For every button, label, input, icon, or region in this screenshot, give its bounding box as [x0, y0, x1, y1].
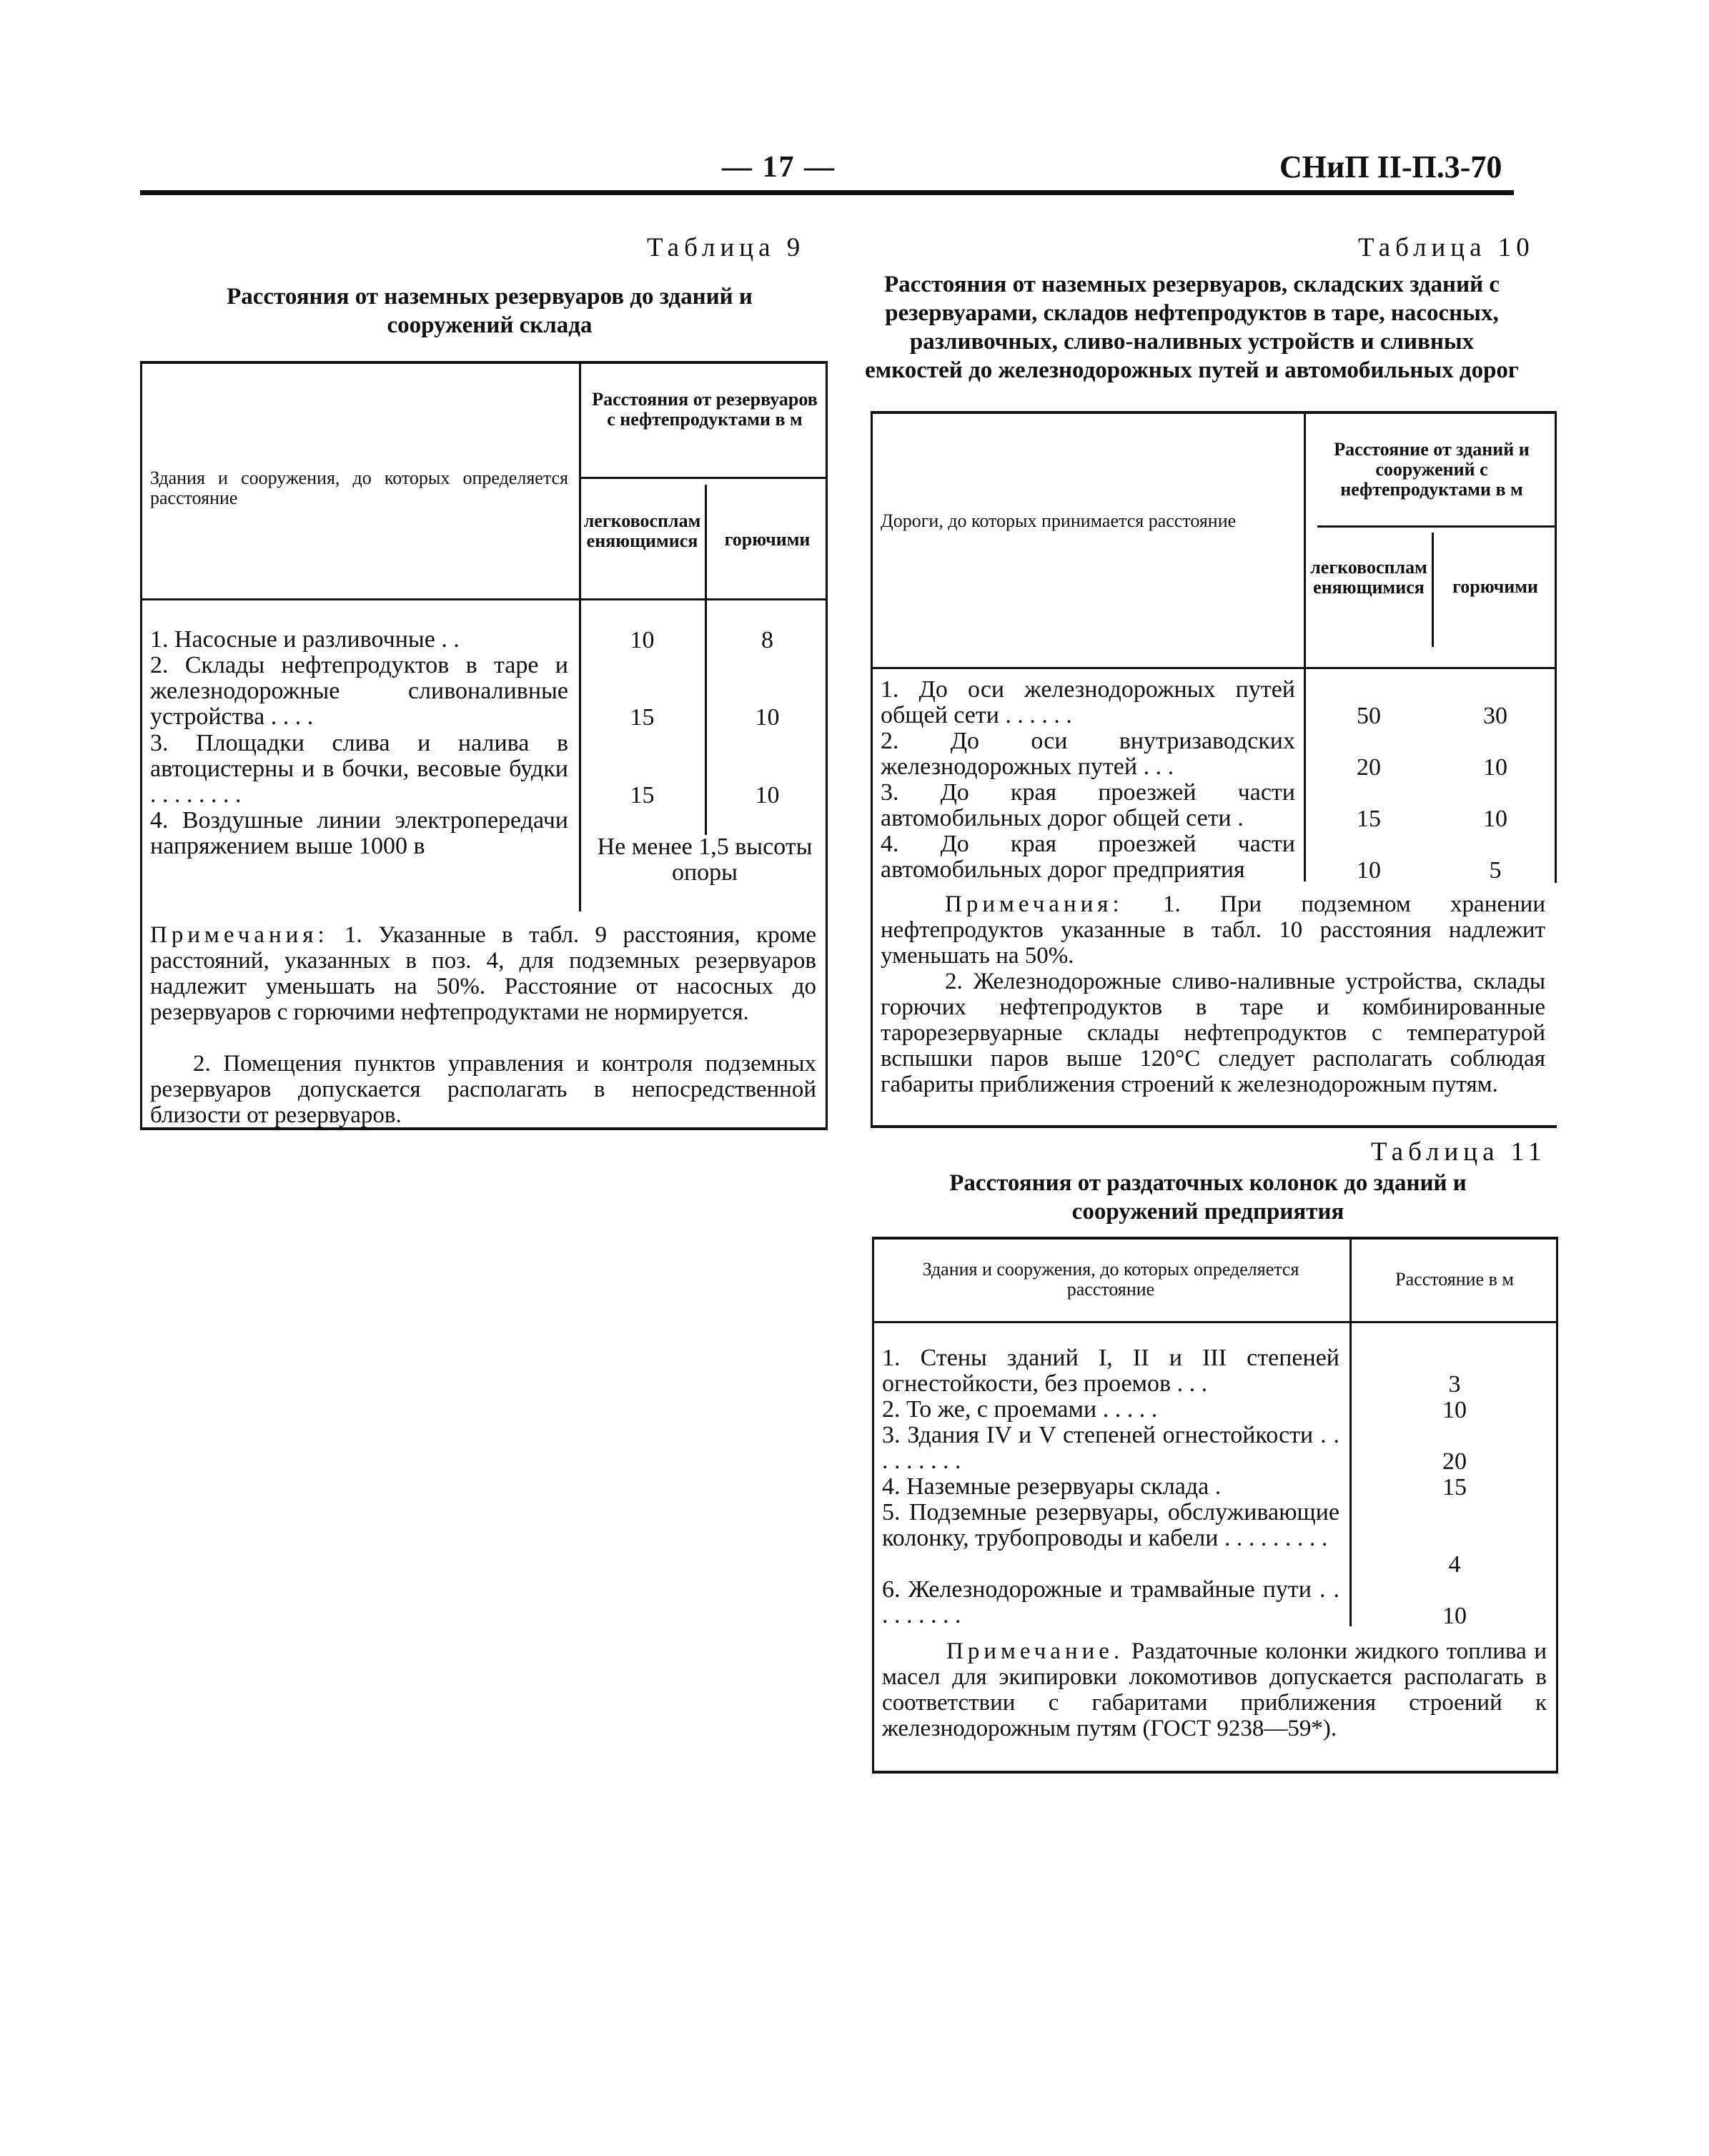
table11-note: Раздаточные колонки жидкого топлива и масел для экипировки локомотивов допускается располагать в соответствии с габаритами приближения строений к железнодорожным путям (ГОСТ 9238—59*). [882, 1638, 1547, 1741]
table9-row-1-b: 8 [761, 627, 773, 653]
table9-title: Расстояния от наземных резервуаров до зданий и сооружений склада [227, 284, 753, 338]
table10-title: Расстояния от наземных резервуаров, складских зданий с резервуарами, складов нефтепродуктов в таре, насосных, разливочных, сливо-наливных устройств и сливных емкостей до железнодорожных путей и автомобильных дорог [865, 272, 1519, 383]
table10-row-3-a: 15 [1357, 806, 1381, 832]
table10-note-head: Примечания: [945, 891, 1124, 917]
table9-head-rule [140, 598, 828, 600]
table9-notes [150, 922, 816, 1025]
table9-note-2: 2. Помещения пунктов управления и контроля подземных резервуаров допускается располагать в непосредственной близости от резервуаров. [150, 1051, 816, 1128]
table11-row-1-value: 3 [1448, 1371, 1461, 1398]
table11-row-1: 1. Стены зданий I, II и III степеней огнестойкости, без проемов . . . [882, 1345, 1339, 1397]
table10-note-1: 1. При подземном хранении нефтепродуктов указанные в табл. 10 расстояния надлежит уменьшать на 50%. [881, 891, 1545, 969]
table9-col-b: горючими [724, 529, 811, 550]
table10-row-1-a: 50 [1357, 703, 1381, 729]
table9-col-a: легковоспламеняющимися [583, 510, 701, 551]
table11 [872, 1237, 1558, 1773]
table11-row-4-value: 15 [1442, 1474, 1467, 1500]
table9-top-rule [140, 361, 828, 364]
table10-col-a: легковоспламеняющимися [1310, 557, 1427, 598]
table10-col-divider [1304, 411, 1306, 881]
table11-label: Таблица 11 [1371, 1137, 1547, 1167]
table10-top-rule [871, 411, 1557, 414]
table11-row-6: 6. Железнодорожные и трамвайные пути . . . . . . . . . [882, 1576, 1339, 1628]
table10-left-rule [871, 411, 873, 1127]
table10-row-1: 1. До оси железнодорожных путей общей сети . . . . . . [881, 676, 1295, 728]
table10-col-group: Расстояние от зданий и сооружений с нефтепродуктами в м [1334, 439, 1530, 500]
table9-row-1-a: 10 [630, 627, 655, 653]
table10-head-rule [871, 667, 1557, 669]
table11-top-rule [872, 1237, 1558, 1240]
table10-subcol-divider [1432, 533, 1434, 647]
table9-row-3: 3. Площадки слива и налива в автоцистерны и в бочки, весовые будки . . . . . . . . [150, 730, 568, 808]
table11-bottom-rule [872, 1771, 1558, 1774]
table9-row-3-a: 15 [630, 782, 655, 808]
table10-row-1-b: 30 [1483, 703, 1507, 729]
table9-row-3-b: 10 [755, 782, 780, 808]
table11-left-rule [872, 1237, 874, 1773]
table9-row-1: 1. Насосные и разливочные . . [150, 626, 460, 653]
table9-col-divider [579, 361, 581, 911]
table10-row-3-b: 10 [1483, 806, 1507, 832]
table11-row-3: 3. Здания IV и V степеней огнестойкости . . . . . . . . . [882, 1422, 1339, 1474]
table10-row-4: 4. До края проезжей части автомобильных дорог предприятия [881, 831, 1295, 883]
table10-row-3: 3. До края проезжей части автомобильных дорог общей сети . [881, 779, 1295, 831]
table11-col-value: Расстояние в м [1395, 1269, 1514, 1290]
table9-group-rule [579, 477, 828, 479]
table11-row-5-value: 4 [1448, 1551, 1461, 1578]
table9-row-4-merged: Не менее 1,5 высоты опоры [597, 834, 813, 886]
table10-row-4-b: 5 [1489, 857, 1502, 884]
table11-head-rule [872, 1321, 1558, 1323]
table11-row-4: 4. Наземные резервуары склада . [882, 1473, 1222, 1500]
page-number: — 17 — [722, 151, 836, 184]
table11-note-head: Примечание. [946, 1638, 1124, 1664]
table9 [140, 361, 828, 1129]
table11-row-2: 2. То же, с проемами . . . . . [882, 1396, 1158, 1423]
table9-row-2: 2. Склады нефтепродуктов в таре и железнодорожные сливоналивные устройства . . . . [150, 652, 568, 730]
table11-right-rule [1556, 1237, 1558, 1773]
table10-notes [881, 891, 1545, 969]
table10-col-b: горючими [1452, 576, 1538, 597]
header-rule [140, 190, 1514, 195]
table9-left-rule [140, 361, 142, 1129]
table9-label: Таблица 9 [647, 233, 806, 262]
table9-col-main: Здания и сооружения, до которых определяется расстояние [150, 468, 568, 508]
table9-row-2-a: 15 [630, 704, 655, 731]
table9-subcol-divider [705, 485, 707, 835]
table11-col-divider [1349, 1237, 1352, 1626]
table11-notes [882, 1638, 1547, 1741]
table10-row-2: 2. До оси внутризаводских железнодорожных путей . . . [881, 728, 1295, 780]
table10-row-2-b: 10 [1483, 754, 1507, 781]
table11-row-2-value: 10 [1442, 1397, 1467, 1423]
table10-note-2: 2. Железнодорожные сливо-наливные устройства, склады горючих нефтепродуктов в таре и комбинированные тарорезервуарные склады нефтепродуктов с температурой вспышки паров выше 120°C следует располагать соблюдая габариты приближения строений к железнодорожным путям. [881, 969, 1545, 1097]
table9-row-4: 4. Воздушные линии электропередачи напряжением выше 1000 в [150, 807, 568, 859]
table10-col-main: Дороги, до которых принимается расстояние [881, 510, 1237, 531]
table10 [871, 411, 1557, 1127]
table11-title: Расстояния от раздаточных колонок до зданий и сооружений предприятия [949, 1170, 1467, 1225]
table10-bottom-rule [871, 1125, 1557, 1128]
table11-row-6-value: 10 [1442, 1603, 1467, 1629]
table11-row-5: 5. Подземные резервуары, обслуживающие колонку, трубопроводы и кабели . . . . . . . . . [882, 1499, 1339, 1551]
table10-label: Таблица 10 [1358, 233, 1535, 262]
table10-group-rule [1317, 525, 1557, 528]
document-code: СНиП II-П.3-70 [1279, 149, 1502, 184]
table9-col-group: Расстояния от резервуаров с нефтепродуктами в м [592, 389, 818, 430]
table11-row-3-value: 20 [1442, 1448, 1467, 1475]
table9-note-head: Примечания: [150, 922, 329, 948]
table9-row-2-b: 10 [755, 704, 780, 731]
table10-row-4-a: 10 [1357, 857, 1381, 884]
table10-row-2-a: 20 [1357, 754, 1381, 781]
table11-col-main: Здания и сооружения, до которых определяется расстояние [922, 1259, 1299, 1300]
table9-note-1: 1. Указанные в табл. 9 расстояния, кроме расстояний, указанных в поз. 4, для подземных резервуаров надлежит уменьшать на 50%. Расстояние от насосных до резервуаров с горючими нефтепродуктами не нормируется. [150, 922, 817, 1025]
